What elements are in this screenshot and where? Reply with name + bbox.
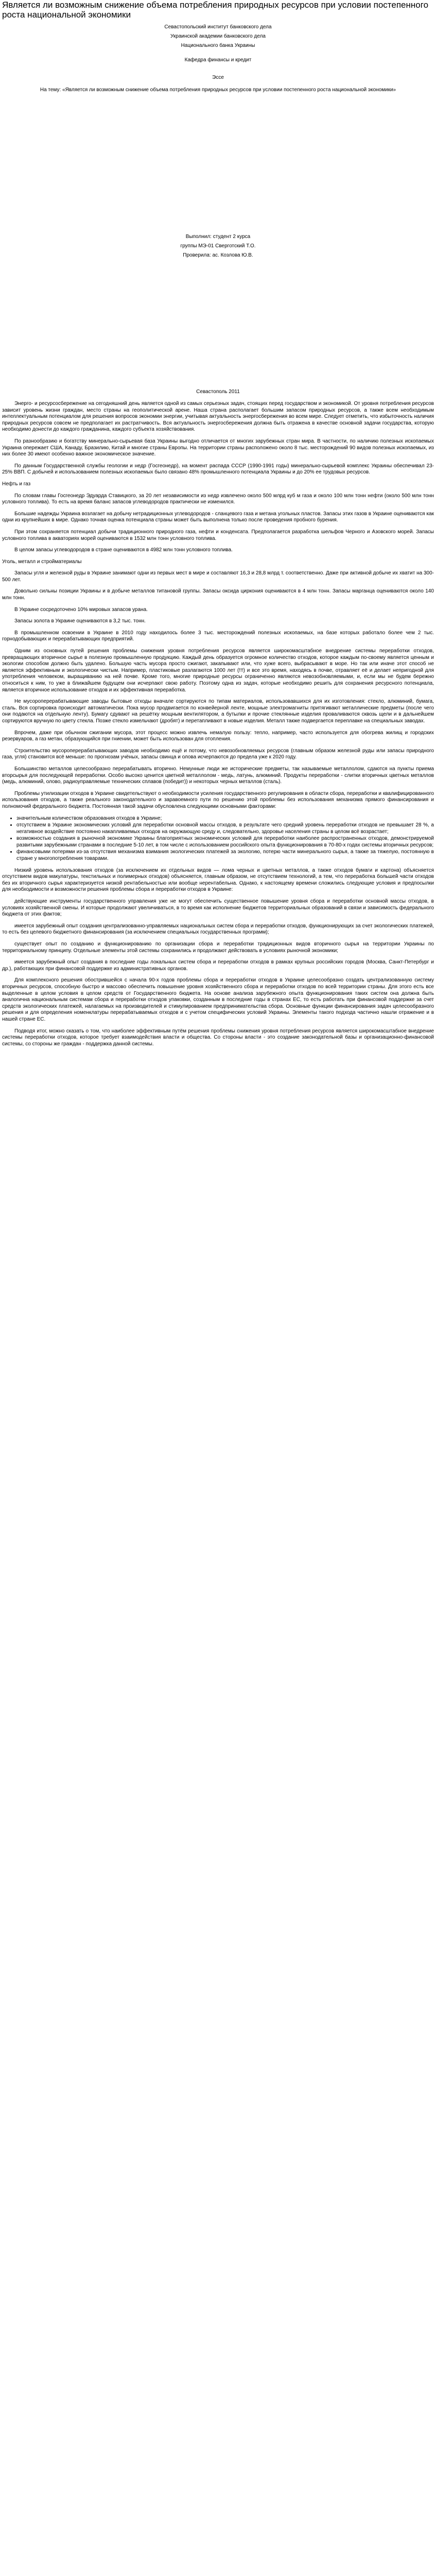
title-page-header [2, 24, 434, 81]
paragraph: При этом сохраняется потенциал добычи традиционного природного газа, нефти и конденсата. Предполагается разработка шельфов Черного и Азовского морей. Запасы условного топлива в акваториях морей оцениваются в 1532 млн тонн условного топлива. [2, 529, 434, 541]
list-item: • отсутствием в Украине экономических условий для переработки основной массы отходов, в результате чего средний уровень переработки отходов не превышает 28 %, а негативное воздействие постоянно накапливаемых отходов на окружающую среду и, следовательно, здоровье населения страны в целом всё возрастает; [16, 822, 434, 835]
institute-name: Севастопольский институт банковского дела [164, 24, 272, 30]
essay-body [2, 401, 434, 1047]
paragraph: Запасы угля и железной руды в Украине занимают одни из первых мест в мире и составляют 16,3 и 28,8 млрд т. соответственно. Даже при активной добыче их хватит на 300-500 лет. [2, 570, 434, 583]
paragraph: Строительство мусороперерабатывающих заводов необходимо ещё и потому, что невозобновляемых ресурсов (главным образом железной руды или запасы природного газа, угля) становится всё меньше: по прогнозам учёных, запасы свинца и олова исчерпаются до предела уже к 2020 году. [2, 748, 434, 760]
paragraph: Для комплексного решения обострившейся с начала 90-х годов проблемы сбора и переработки отходов в Украине целесообразно создать централизованную систему вторичных ресурсов, способную быстро и массово обеспечить повышение уровня хозяйственного сбора и переработки отходов по всей территории страны. Для этого есть все выделенные в целом условия в целом средств от Государственного бюджета. На основе анализа зарубежного опыта функционирования таких систем она должна быть аналогична национальным системам сбора и переработки отходов упаковки, созданным в последние годы в странах ЕС, то есть работать при финансовой поддержке за счет средств экологических платежей, налагаемых на производителей и стимулированием предпринимательства сбора. Основные функции финансирования задач целесообразного решения и для определения номенклатуры перерабатываемых отходов и с учетом специфических условий Украины. Элементы такого подхода частично нашли отражение и в нашей стране ЕС. [2, 977, 434, 1022]
paragraph: По данным Государственной службы геологии и недр (Госгеонедр), на момент распада СССР (1990-1991 годы) минерально-сырьевой комплекс Украины обеспечивал 23-25% ВВП. С добычей и использованием полезных ископаемых было связано 48% промышленного потенциала Украины и до 20% ее трудовых ресурсов. [2, 463, 434, 476]
paragraph: Довольно сильны позиции Украины и в добыче металлов титановой группы. Запасы оксида циркония оцениваются в 4 млн тонн. Запасы марганца оцениваются около 140 млн тонн. [2, 588, 434, 601]
city-year: Севастополь 2011 [196, 389, 240, 395]
list-item: • значительным количеством образования отходов в Украине; [16, 816, 434, 822]
author-line-3: Проверила: ас. Козлова Ю.В. [183, 252, 253, 258]
paragraph: В целом запасы углеводородов в стране оцениваются в 4982 млн тонн условного топлива. [14, 547, 233, 553]
blank-space [2, 260, 434, 389]
paragraph: По разнообразию и богатству минерально-сырьевая база Украины выгодно отличается от многих зарубежных стран мира. В частности, по наличию полезных ископаемых Украина опережает США, Канаду, Бразилию, Китай и многие страны Европы. На территории страны расположено около 8 тыс. месторождений 90 видов полезных ископаемых, из них более 30 имеют особенно важное экономическое значение. [2, 438, 434, 457]
paragraph: Проблемы утилизации отходов в Украине свидетельствуют о необходимости усиления государственного регулирования в области сбора, переработки и квалифицированного использования отходов, а также реального законодательного и заравоемного пути по решению этой проблемы без использования механизма прямого финансирования и полномочий федерального бюджета. Постоянная такой задачи обусловлена следующими основными факторами: [2, 790, 434, 809]
list-item: • финансовыми потерями из-за отсутствия механизма взимания экологических платежей за экологию, потерю части минерального сырья, а также за тяжелую, постоянную в стране у многопотребления товарами. [16, 849, 434, 862]
paragraph: Энерго- и ресурсосбережение на сегодняшний день является одной из самых серьезных задач, стоящих перед государством и экономикой. От уровня потребления ресурсов зависит уровень жизни граждан, место страны на геополитической арене. Наша страна располагает большим запасом природных ресурсов, а также всем необходимым интеллектуальным потенциалом для решения вопросов экономии энергии, учитывая актуальность энергосбережения во всем мире. Следует отметить, что избыточность наличия природных ресурсов совсем не предполагает их растратчивость. Вся актуальность энергосбережения должна быть отражена в качестве основной задачи государства, которую необходимо донести до каждого гражданина, каждого субъекта хозяйствования. [2, 401, 434, 433]
section-heading: Уголь, металл и стройматериалы [2, 558, 82, 565]
paragraph: В промышленном освоении в Украине в 2010 году находилось более 3 тыс. месторождений полезных ископаемых, на базе которых работало более чем 2 тыс. горнодобывающих и перерабатывающих предприятий. [2, 630, 434, 642]
author-block [2, 232, 434, 260]
paragraph: действующие инструменты государственного управления уже не могут обеспечить существенное повышение уровня сбора и переработки основной массы отходов, в условиях хозяйственной смены. И которые продолжают увеличиваться, в то время как исполнение бюджетов территориальных образований в связи и зависимость федерального бюджета от этих фактов; [2, 899, 434, 918]
author-line-1: Выполнил: студент 2 курса [185, 234, 251, 240]
academy-name: Украинской академии банковского дела [170, 33, 266, 39]
paragraph: Большие надежды Украина возлагает на добычу нетрадиционных углеводородов - сланцевого газа и метана угольных пластов. Запасы этих газов в Украине оцениваются как одни из крупнейших в мире. Однако точная оценка потенциала страны может быть выполнена только после проведения пробного бурения. [2, 511, 434, 523]
paragraph: Запасы золота в Украине оцениваются в 3,2 тыс. тонн. [14, 618, 146, 624]
paragraph: Впрочем, даже при обычном сжигании мусора, этот процесс можно извлечь немалую пользу: тепло, например, часто используется для обогрева жилищ и городских резервуаров, а газ метан, образующийся при гниении, может быть использован для отопления. [2, 730, 434, 742]
bullet-list [2, 816, 434, 862]
list-item: • возможностью создания в рыночной экономике Украины благоприятных экономических условий для переработки наиболее распространенных отходов, демонстрируемой развитыми зарубежными странами в последние 5-10 лет, в том числе с использованием российского опыта функционирования в 70-80-х годах системы вторичных ресурсов; [16, 836, 434, 849]
essay-topic: На тему: «Является ли возможным снижение объема потребления природных ресурсов при условии постепенного роста национальной экономики» [40, 87, 396, 93]
paragraph: Одним из основных путей решения проблемы снижения уровня потребления ресурсов является широкомасштабное внедрение системы переработки отходов, превращающих вторичное сырье в полезную промышленную продукцию. Каждый день образуется огромное количество отходов, которое каждым по-своему является ценным и экологии способом должно быть удалено. Большую часть мусора просто сжигают, закапывают или, что хуже всего, выбрасывают в море. Но так или иначе этот способ не является эффективным и экологически чистым. Например, пластиковые разлагаются 1000 лет (!!!) и все это время, находясь в почве, отравляет её и делает непригодной для употребления человеком, выращиванию на ней почве. Кроме того, многие природные ресурсы ограниченно являются невозобновляемыми, и, если мы не будем бережно относиться к ним, то уже в ближайшем будущем они исчерпают свою работу. Поэтому одна из задач, которые необходимо решить для сохранения ресурсного потенциала, является вторичное использование отходов и их эффективная переработка. [2, 648, 434, 693]
paragraph: Не мусороперерабатывающие заводы бытовые отходы вначале сортируются по типам материалов, использовавшихся для их изготовления: стекло, алюминий, бумага, сталь. Вся сортировка происходит автоматически. Пока мусор продвигается по конвейерной ленте, мощные электромагниты притягивают металлические предметы (после чего они подаются на отдельную ленту). Бумагу сдувают на решётку мощным вентилятором, а бутылки и прочие стеклянные изделия проваливаются сквозь щели и в дальнейшем сортируются вручную по цвету стекла. Позже стекло измельчают (дробят) и перетапливают в новые изделия. Металл также подвергается переплавке на специальных заводах. [2, 699, 434, 724]
author-line-2: группы МЭ-01 Сверготский Т.О. [180, 243, 256, 249]
paragraph: имеется зарубежный опыт создания централизованно-управляемых национальных систем сбора и переработки отходов, функционирующих за счет экологических платежей, то есть без целевого бюджетного финансирования (за исключением специальных государственных программ); [2, 923, 434, 936]
paragraph: Большинство металлов целесообразно перерабатывать вторично. Немунные люди же исторические предметы, так называемые металлолом, сдаются на пункты приема вторсырья для последующей переработки. Особо высоко ценится цветной металлолом - медь, латунь, алюминий. Продукты переработки - слитки вторичных цветных металлов (медь, алюминий, олово, радиоуправляемые технических сплавов (победит)) и некоторых черных металлов (сталь). [2, 766, 434, 785]
paragraph: По словам главы Госгеонедр Эдуарда Ставицкого, за 20 лет независимости из недр извлечено около 500 млрд куб м газа и около 100 млн тонн нефти (около 500 млн тонн условного топлива). То есть на время баланс запасов углеводородов практически не изменился. [2, 493, 434, 505]
paragraph: существует опыт по созданию и функционированию по организации сбора и переработки традиционных видов вторичного сырья на территории Украины по территориальному принципу. Отдельные элементы этой системы сохранились и продолжают действовать в условиях рыночной экономики; [2, 941, 434, 954]
bank-name: Национального банка Украины [181, 43, 255, 48]
document-title: Является ли возможным снижение объема потребления природных ресурсов при условии постепенного роста национальной экономики [2, 0, 429, 20]
paragraph: имеется зарубежный опыт создания в последние годы локальных систем сбора и переработки отходов в рамках крупных российских городов (Москва, Санкт-Петербург и др.), работающих при финансовой поддержке из административных органов. [2, 959, 434, 972]
paragraph: Подводя итог, можно сказать о том, что наиболее эффективным путём решения проблемы снижения уровня потребления ресурсов является широкомасштабное внедрение системы переработки отходов, которое требует взаимодействия власти и общества. Со стороны власти - это создание законодательной базы и организационно-финансовой системы, со стороны же граждан - поддержка данной системы. [2, 1028, 434, 1047]
blank-space [2, 93, 434, 232]
paragraph: Низкий уровень использования отходов (за исключением их отдельных видов — лома черных и цветных металлов, а также отходов бумаги и картона) объясняется отсутствием видов макулатуры, текстильных и полимерных отходов) объясняется, главным образом, не отсутствием технологий, а тем, что переработка большей части отходов без их вторичного сырья характеризуется низкой рентабельностью или вообще нерентабельна. Однако, к настоящему времени сложились следующие условия и предпосылки для необходимости и возможности решения проблемы сбора и переработки отходов в Украине: [2, 867, 434, 893]
document-page [0, 0, 436, 1047]
essay-label: Эссе [212, 75, 224, 80]
department-name: Кафедра финансы и кредит [184, 57, 252, 63]
paragraph: В Украине сосредоточено 10% мировых запасов урана. [14, 606, 148, 613]
section-heading: Нефть и газ [2, 481, 31, 487]
